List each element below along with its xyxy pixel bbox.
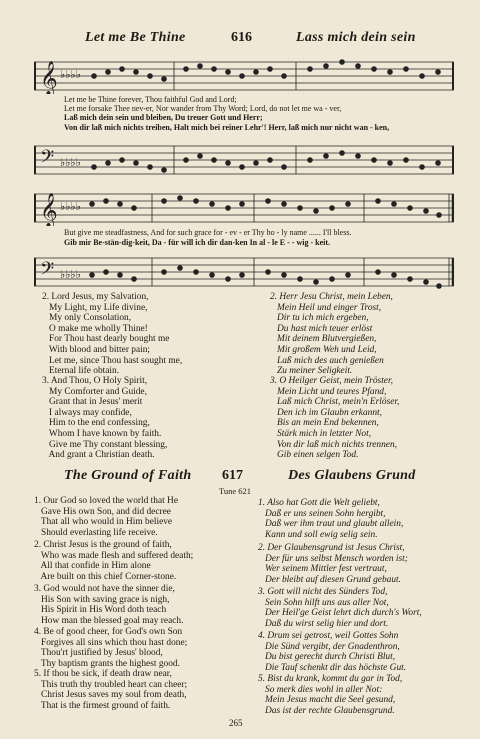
treble-staff-2 <box>34 190 454 226</box>
hymn-617-title-english: The Ground of Faith <box>64 468 192 483</box>
page-number: 265 <box>229 718 243 728</box>
stanza-en-3: 3. And Thou, O Holy Spirit, My Comforter and Guide, Grant that in Jesus' merit I always may confide, Him to the end confessing, Whom I have known by faith. Give me Thy constant blessing, And grant a Christian death. <box>42 376 168 461</box>
svg-text:𝄞: 𝄞 <box>40 62 58 94</box>
hymn-617-stanza-de-5: 5. Bist du krank, kommt du gar in Tod, So merk dies wohl in aller Not: Mein Jesus macht die Seel gesund, Das ist der rechte Glaubensgrund. <box>258 674 403 716</box>
lyric-line-en-2: Let me forsake Thee nev-er, Nor wander from Thy Word; Lord, do not let me wa - ver, <box>64 104 342 113</box>
lyric-line-de-1: Laß mich dein sein und bleiben, Du treuer Gott und Herr; <box>64 113 263 122</box>
hymn-617-stanza-de-1: 1. Also hat Gott die Welt geliebt, Daß er uns seinen Sohn hergibt, Daß wer ihm traut und glaubt allein, Kann und soll ewig selig sein. <box>258 498 404 540</box>
hymn-617-stanza-en-2: 2. Christ Jesus is the ground of faith, Who was made flesh and suffered death; All that confide in Him alone Are built on this chief Corner-stone. <box>34 540 194 582</box>
stanza-en-2: 2. Lord Jesus, my Salvation, My Light, my Life divine, My only Consolation, O make me wholly Thine! For Thou hast dearly bought me With blood and bitter pain; Let me, since Thou hast sought me, Eternal life obtain. <box>42 292 183 377</box>
lyric-line-en-1: Let me be Thine forever, Thou faithful God and Lord; <box>64 95 237 104</box>
hymn-617-stanza-de-4: 4. Drum sei getrost, weil Gottes Sohn Die Sünd vergibt, der Gnadenthron, Du bist gerecht durch Christi Blut, Die Tauf schenkt dir das höchste Gut. <box>258 631 407 673</box>
hymn-title-english: Let me Be Thine <box>85 30 186 45</box>
svg-text:♭♭♭♭: ♭♭♭♭ <box>60 157 81 169</box>
lyric-line-en-3: But give me steadfastness, And for such grace for - ev - er Thy ho - ly name ...... I'll bless. <box>64 228 352 237</box>
svg-text:𝄢: 𝄢 <box>40 146 55 171</box>
hymn-617-stanza-de-3: 3. Gott will nicht des Sünders Tod, Sein Sohn hilft uns aus aller Not, Der Heil'ge Geist lehrt dich durch's Wort, Daß du wirst selig hier und dort. <box>258 587 422 629</box>
hymn-title-german: Lass mich dein sein <box>296 30 416 45</box>
svg-text:𝄞: 𝄞 <box>40 194 58 226</box>
hymn-617-stanza-de-2: 2. Der Glaubensgrund ist Jesus Christ, Der für uns selbst Mensch worden ist; Wer seinem Mittler fest vertraut, Der bleibt auf diesen Grund gebaut. <box>258 543 408 585</box>
treble-staff-1 <box>34 58 454 94</box>
hymn-617-stanza-en-5: 5. If thou be sick, if death draw near, This truth thy troubled heart can cheer; Christ Jesus saves my soul from death, That is the firmest ground of faith. <box>34 669 188 711</box>
svg-text:♭♭♭♭: ♭♭♭♭ <box>60 69 81 81</box>
hymn-617-stanza-en-4: 4. Be of good cheer, for God's own Son Forgives all sins which thou hast done; Thou'rt justified by Jesus' blood, Thy baptism grants the highest good. <box>34 627 188 669</box>
svg-text:♭♭♭♭: ♭♭♭♭ <box>60 201 81 213</box>
hymn-617-stanza-en-1: 1. Our God so loved the world that He Gave His own Son, and did decree That all who would in Him believe Should everlasting life receive. <box>34 496 178 538</box>
tune-reference: Tune 621 <box>219 486 252 496</box>
svg-text:𝄢: 𝄢 <box>40 258 55 283</box>
bass-staff-1 <box>34 142 454 178</box>
stanza-de-2: 2. Herr Jesu Christ, mein Leben, Mein Heil und einger Trost, Dir tu ich mich ergeben, Du hast mich teuer erlöst Mit deinem Blutvergießen, Mit großem Weh und Leid, Laß mich des auch genießen Zu meiner Seligkeit. <box>270 292 393 377</box>
hymn-617-stanza-en-3: 3. God would not have the sinner die, His Son with saving grace is nigh, His Spirit in His Word doth teach How man the blessed goal may reach. <box>34 584 184 626</box>
hymn-617-title-german: Des Glaubens Grund <box>288 468 416 483</box>
lyric-line-de-3: Gib mir Be-stän-dig-keit, Da - für will ich dir dan-ken In al - le E - - wig - keit. <box>64 238 331 247</box>
bass-staff-2 <box>34 254 454 290</box>
hymn-617-number: 617 <box>222 468 243 483</box>
lyric-line-de-2: Von dir laß mich nichts treiben, Halt mich bei reiner Lehr'! Herr, laß mich nur nicht wan - ken, <box>64 123 390 132</box>
hymn-number: 616 <box>231 30 252 45</box>
svg-text:♭♭♭♭: ♭♭♭♭ <box>60 269 81 281</box>
stanza-de-3: 3. O Heilger Geist, mein Tröster, Mein Licht und teures Pfand, Laß mich Christ, mein'n Erlöser, Den ich im Glaubn erkannt, Bis an mein End bekennen, Stärk mich in letzter Not, Von dir laß mich nichts trennen, Gib einen selgen Tod. <box>270 376 400 461</box>
